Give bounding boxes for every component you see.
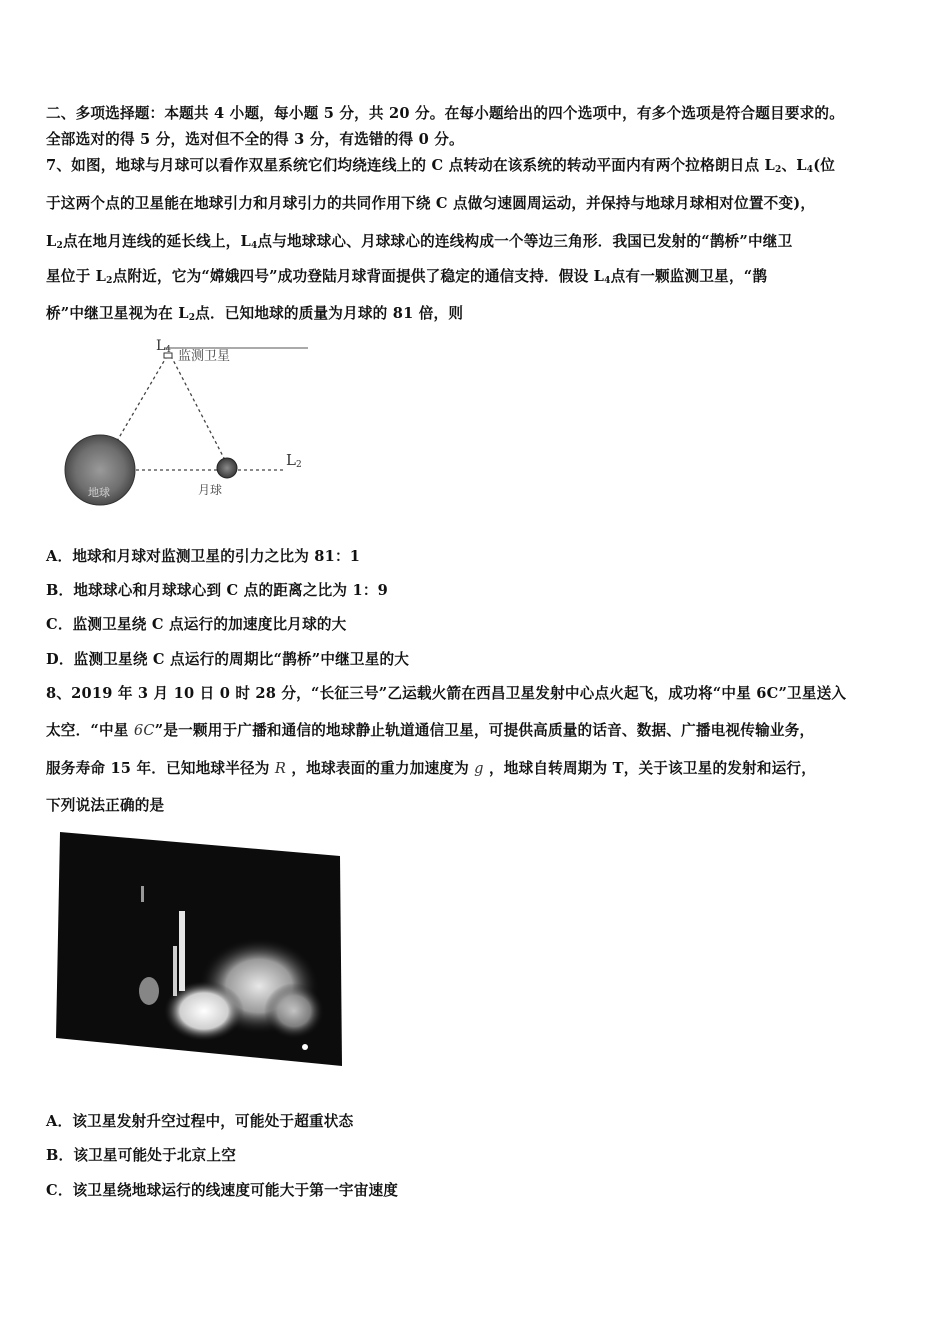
l4-label: L4 <box>156 338 172 355</box>
tower-light <box>141 886 144 902</box>
q7-option-c: C．监测卫星绕 C 点运行的加速度比月球的大 <box>46 616 347 633</box>
q7-line-2: 于这两个点的卫星能在地球引力和月球引力的共同作用下绕 C 点做匀速圆周运动，并保持与地球月球相对位置不变)， <box>46 195 816 212</box>
q8-line-3: 服务寿命 15 年．已知地球半径为 R ，地球表面的重力加速度为 g ，地球自转周期为 T，关于该卫星的发射和运行， <box>46 760 817 777</box>
q8-option-b: B．该卫星可能处于北京上空 <box>46 1147 237 1164</box>
q8-option-a: A．该卫星发射升空过程中，可能处于超重状态 <box>46 1113 354 1130</box>
section-heading: 二、多项选择题：本题共 4 小题，每小题 5 分，共 20 分。在每小题给出的四个选项中，有多个选项是符合题目要求的。 <box>46 105 844 122</box>
q8-option-c: C．该卫星绕地球运行的线速度可能大于第一宇宙速度 <box>46 1182 399 1199</box>
q7-option-a: A．地球和月球对监测卫星的引力之比为 81：1 <box>46 548 361 565</box>
section-scoring: 全部选对的得 5 分，选对但不全的得 3 分，有选错的得 0 分。 <box>46 131 464 148</box>
launch-tower <box>173 946 177 996</box>
q7-line-3: $L_2$点在地月连线的延长线上，$L_4$点与地球球心、月球球心的连线构成一个等边三角形．我国已发射的“鹊桥”中继卫 <box>46 233 793 251</box>
q8-line-4: 下列说法正确的是 <box>46 797 165 814</box>
q7-line-1: 7、如图，地球与月球可以看作双星系统它们均绕连线上的 C 点转动在该系统的转动平面内有两个拉格朗日点 $L_2$、$L_4$(位 <box>46 157 836 175</box>
earth-label: 地球 <box>88 486 110 499</box>
moon-circle <box>217 458 237 478</box>
light-dot <box>302 1044 308 1050</box>
rocket-launch-photo <box>54 826 344 1066</box>
q8-line-1: 8、2019 年 3 月 10 日 0 时 28 分，“长征三号”乙运载火箭在西昌卫星发射中心点火起飞，成功将“中星 6C”卫星送入 <box>46 685 847 702</box>
l4-moon-dashed-line <box>171 356 227 464</box>
smoke-left <box>139 977 159 1005</box>
q7-line-4: 星位于 $L_2$点附近，它为“嫦娥四号”成功登陆月球背面提供了稳定的通信支持．假设 $L_4$点有一颗监测卫星，“鹊 <box>46 268 768 286</box>
moon-label: 月球 <box>198 483 223 497</box>
q7-option-b: B．地球球心和月球球心到 C 点的距离之比为 1：9 <box>46 582 388 599</box>
q8-line-2: 太空．“中星 6C”是一颗用于广播和通信的地球静止轨道通信卫星，可提供高质量的话音、数据、广播电视传输业务， <box>46 722 815 739</box>
monitoring-satellite-label: 监测卫星 <box>178 349 231 364</box>
l2-label: L2 <box>286 451 302 470</box>
earth-moon-lagrange-diagram <box>60 334 320 514</box>
q7-option-d: D．监测卫星绕 C 点运行的周期比“鹊桥”中继卫星的大 <box>46 651 410 668</box>
q7-line-5: 桥”中继卫星视为在 $L_2$点．已知地球的质量为月球的 81 倍，则 <box>46 305 464 323</box>
rocket-body <box>179 911 185 991</box>
smoke-cloud-far <box>264 983 324 1039</box>
